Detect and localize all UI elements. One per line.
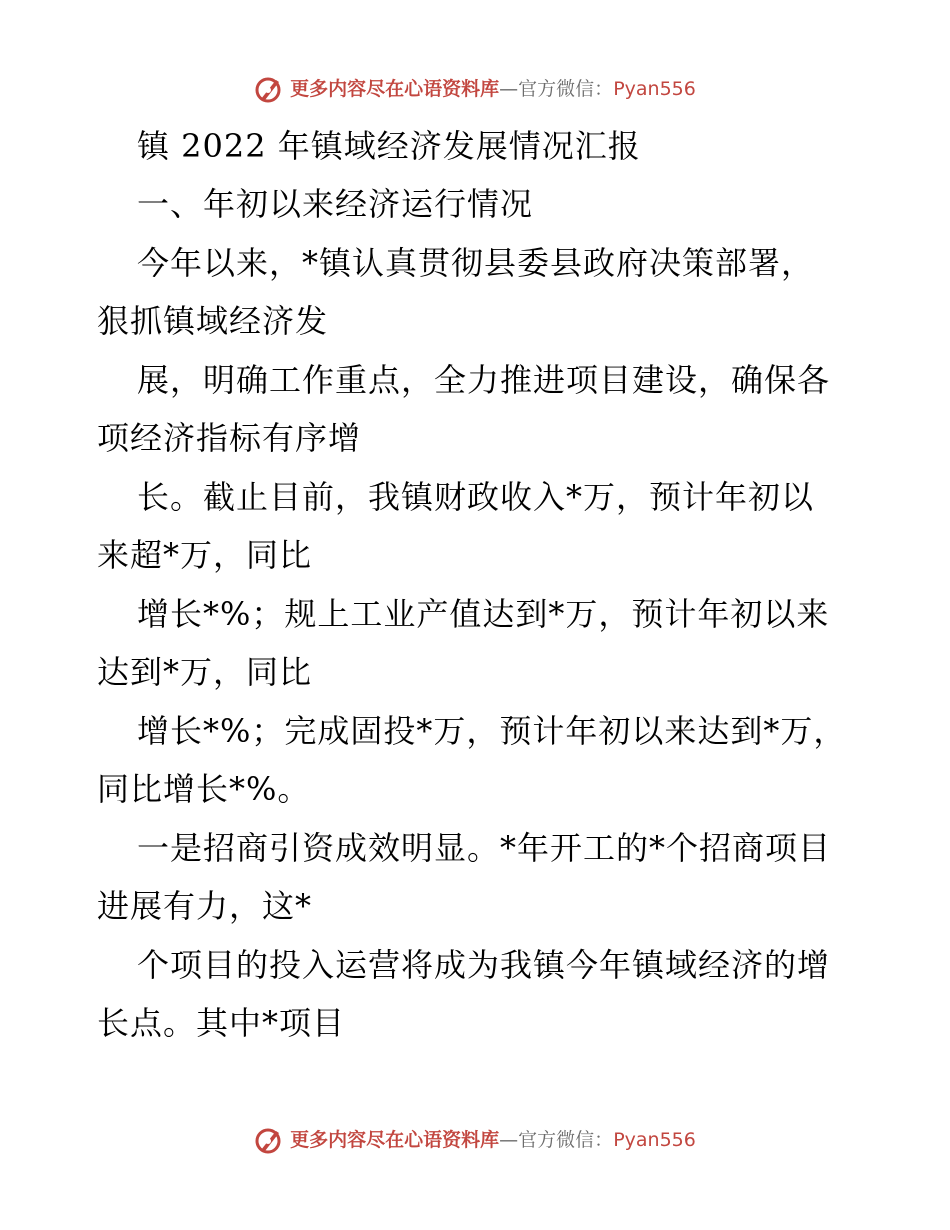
quill-seal-logo-icon — [254, 1125, 284, 1155]
paragraph-line: 同比增长*%。 — [97, 770, 311, 808]
paragraph-line: 项经济指标有序增 — [97, 419, 362, 457]
paragraph-line: 达到*万，同比 — [97, 653, 313, 691]
watermark-main-text: 更多内容尽在心语资料库 — [290, 1129, 500, 1151]
watermark-dash-text: —官方微信： — [499, 1129, 614, 1151]
watermark-main-text: 更多内容尽在心语资料库 — [290, 78, 500, 100]
paragraph-line: 今年以来，*镇认真贯彻县委县政府决策部署， — [137, 244, 815, 282]
quill-seal-logo-icon — [254, 74, 284, 104]
header-watermark — [0, 74, 950, 104]
watermark-dash-text: —官方微信： — [499, 78, 614, 100]
paragraph-line: 长点。其中*项目 — [97, 1004, 346, 1042]
paragraph-line: 增长*%；完成固投*万，预计年初以来达到*万， — [137, 712, 847, 750]
watermark-wechat-id: Pyan556 — [613, 1129, 696, 1151]
paragraph-line: 进展有力，这* — [97, 887, 313, 925]
document-title: 镇 2022 年镇域经济发展情况汇报 — [137, 127, 641, 165]
paragraph-line: 个项目的投入运营将成为我镇今年镇域经济的增 — [137, 946, 831, 984]
paragraph-line: 长。截止目前，我镇财政收入*万，预计年初以 — [137, 478, 815, 516]
paragraph-line: 狠抓镇域经济发 — [97, 302, 329, 340]
paragraph-line: 来超*万，同比 — [97, 536, 313, 574]
watermark-wechat-id: Pyan556 — [613, 78, 696, 100]
paragraph-line: 展，明确工作重点，全力推进项目建设，确保各 — [137, 361, 831, 399]
paragraph-line: 增长*%；规上工业产值达到*万，预计年初以来 — [137, 595, 830, 633]
paragraph-line: 一是招商引资成效明显。*年开工的*个招商项目 — [137, 829, 832, 867]
section-heading: 一、年初以来经济运行情况 — [137, 185, 534, 223]
footer-watermark — [0, 1125, 950, 1155]
